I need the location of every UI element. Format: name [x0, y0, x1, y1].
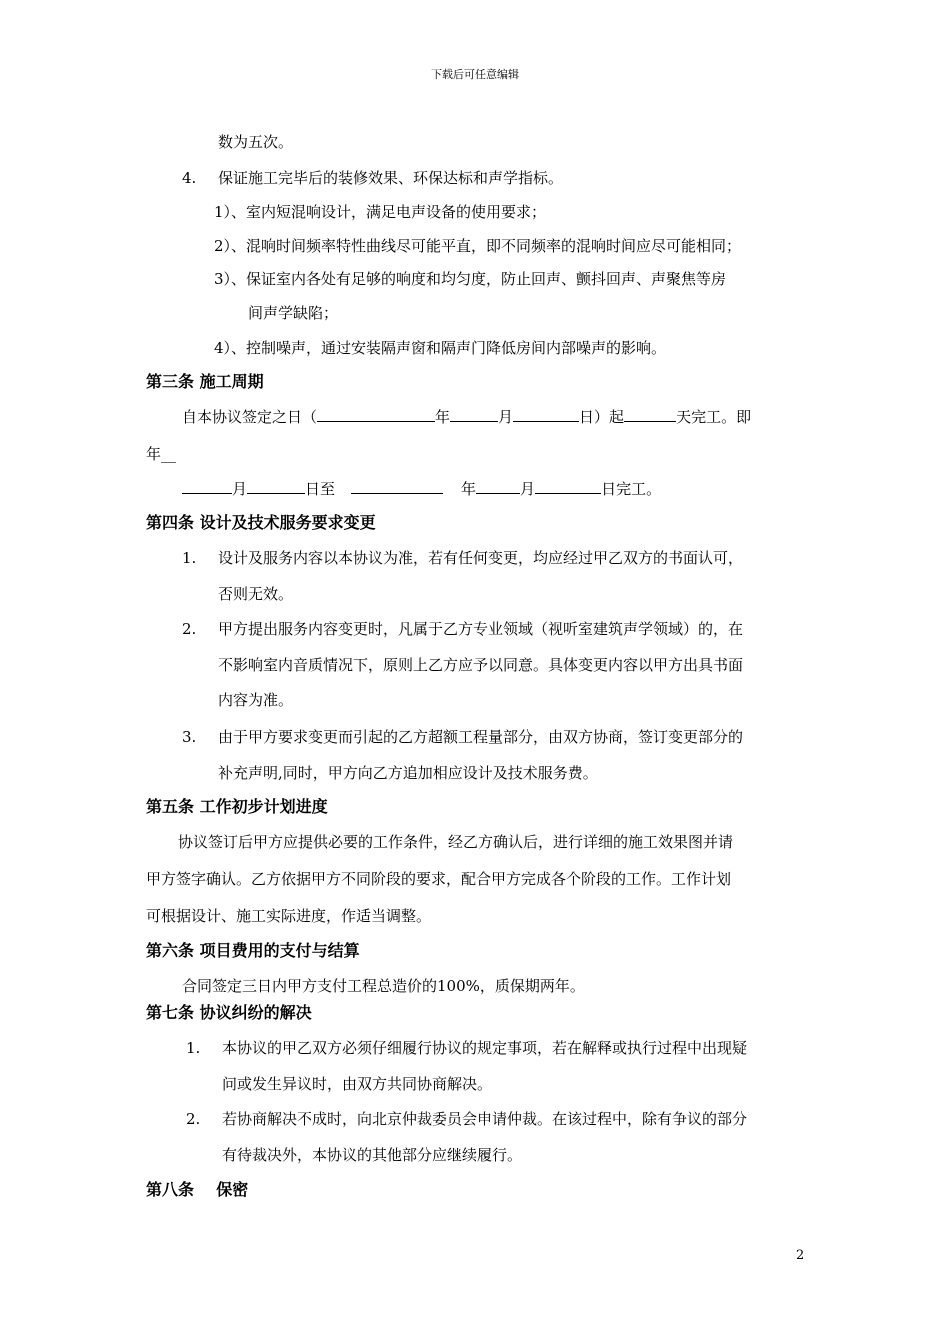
- section-heading: 第五条 工作初步计划进度: [146, 797, 328, 816]
- blank-field[interactable]: [351, 479, 443, 494]
- list-item-text: 甲方提出服务内容变更时，凡属于乙方专业领域（视听室建筑声学领域）的，在: [218, 620, 744, 638]
- blank-field[interactable]: [317, 407, 435, 422]
- schedule-text: 年: [435, 408, 451, 426]
- schedule-text: 自本协议签定之日（: [182, 408, 318, 426]
- list-item-text: 补充声明,同时，甲方向乙方追加相应设计及技术服务费。: [218, 764, 598, 782]
- section-heading: 第三条 施工周期: [146, 372, 264, 391]
- sub-item: 2）、混响时间频率特性曲线尽可能平直，即不同频率的混响时间应尽可能相同；: [214, 237, 742, 255]
- list-item-text: 内容为准。: [218, 691, 294, 709]
- blank-field[interactable]: [476, 479, 520, 494]
- schedule-text: 月: [520, 480, 536, 498]
- blank-field[interactable]: [624, 407, 676, 422]
- schedule-text: 月: [498, 408, 514, 426]
- sub-item: 4）、控制噪声，通过安装隔声窗和隔声门降低房间内部噪声的影响。: [214, 339, 667, 357]
- list-item-text: 不影响室内音质情况下，原则上乙方应予以同意。具体变更内容以甲方出具书面: [218, 656, 744, 674]
- list-item-text: 有待裁决外，本协议的其他部分应继续履行。: [222, 1146, 523, 1164]
- list-number: 1.: [182, 549, 197, 567]
- body-line: 协议签订后甲方应提供必要的工作条件，经乙方确认后，进行详细的施工效果图并请: [178, 833, 734, 851]
- body-line: 可根据设计、施工实际进度，作适当调整。: [146, 907, 432, 925]
- section-heading: 第七条 协议纠纷的解决: [146, 1003, 312, 1022]
- list-number: 1.: [186, 1039, 201, 1057]
- schedule-text: 月: [232, 480, 248, 498]
- schedule-text: 日完工。: [601, 480, 662, 498]
- list-item-text: 设计及服务内容以本协议为准，若有任何变更，均应经过甲乙双方的书面认可，: [218, 549, 744, 567]
- schedule-line-1: [182, 407, 751, 427]
- blank-field[interactable]: [513, 407, 579, 422]
- list-item-text: 由于甲方要求变更而引起的乙方超额工程量部分，由双方协商，签订变更部分的: [218, 728, 744, 746]
- blank-field[interactable]: [535, 479, 601, 494]
- page-number: 2: [796, 1248, 805, 1263]
- list-item-text: 问或发生异议时，由双方共同协商解决。: [222, 1075, 493, 1093]
- blank-field[interactable]: [182, 479, 232, 494]
- section-heading: 第四条 设计及技术服务要求变更: [146, 513, 376, 532]
- schedule-text: 日至: [305, 480, 336, 498]
- schedule-text: 日）起: [579, 408, 625, 426]
- body-line: 合同签定三日内甲方支付工程总造价的100%，质保期两年。: [182, 977, 585, 995]
- schedule-text: 天完工。即: [676, 408, 752, 426]
- body-line: 甲方签字确认。乙方依据甲方不同阶段的要求，配合甲方完成各个阶段的工作。工作计划: [146, 870, 732, 888]
- list-number: 2.: [186, 1110, 201, 1128]
- list-item-text: 保证施工完毕后的装修效果、环保达标和声学指标。: [218, 169, 564, 187]
- schedule-text: 年: [461, 480, 477, 498]
- list-number: 4.: [182, 169, 197, 187]
- list-item-text: 否则无效。: [218, 585, 294, 603]
- schedule-line-3: [182, 479, 661, 499]
- blank-field[interactable]: [450, 407, 498, 422]
- list-number: 2.: [182, 620, 197, 638]
- blank-field[interactable]: [247, 479, 305, 494]
- section-heading: 第六条 项目费用的支付与结算: [146, 941, 360, 960]
- page-header: 下载后可任意编辑: [431, 68, 519, 81]
- list-item-text: 本协议的甲乙双方必须仔细履行协议的规定事项，若在解释或执行过程中出现疑: [222, 1039, 748, 1057]
- list-number: 3.: [182, 728, 197, 746]
- sub-item: 3）、保证室内各处有足够的响度和均匀度，防止回声、颤抖回声、声聚焦等房: [214, 270, 727, 288]
- sub-item-cont: 间声学缺陷；: [248, 304, 339, 322]
- body-line: 数为五次。: [218, 133, 294, 151]
- schedule-line-2: 年__: [146, 445, 177, 463]
- section-heading: 第八条 保密: [146, 1180, 249, 1199]
- list-item-text: 若协商解决不成时，向北京仲裁委员会申请仲裁。在该过程中，除有争议的部分: [222, 1110, 748, 1128]
- sub-item: 1）、室内短混响设计，满足电声设备的使用要求；: [214, 203, 547, 221]
